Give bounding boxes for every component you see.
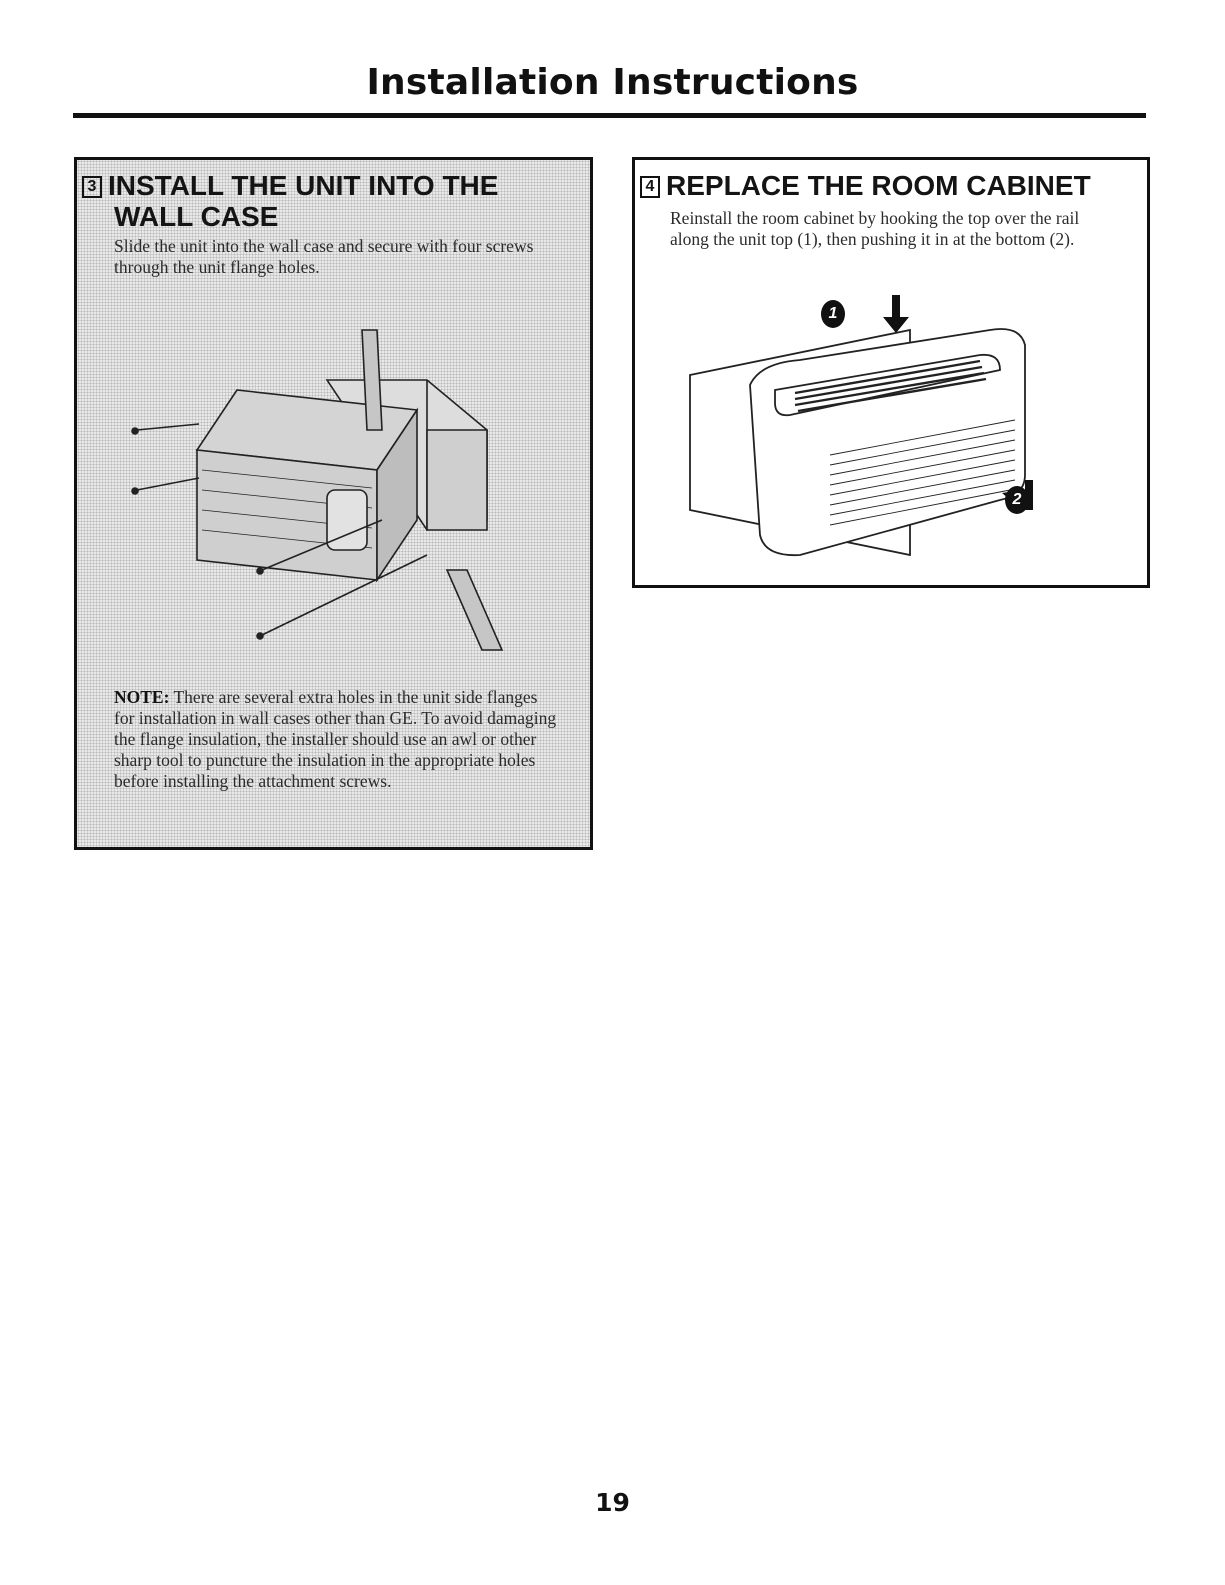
callout-2-label: 2 (1012, 491, 1022, 508)
title-rule (73, 113, 1146, 118)
arrow-down-icon (883, 295, 909, 333)
callout-1-label: 1 (828, 305, 838, 322)
step-3-note (114, 687, 559, 792)
step-3-number: 3 (82, 176, 102, 198)
step-4-panel (632, 157, 1150, 588)
step-4-instructions: Reinstall the room cabinet by hooking the top over the rail along the unit top (1), then pushing it in at the bottom (2). (670, 208, 1080, 249)
step-3-title-line1: INSTALL THE UNIT INTO THE (108, 170, 499, 201)
room-cabinet-illustration (680, 295, 1110, 565)
step-3-title-line2: WALL CASE (114, 201, 279, 232)
step-3-panel (74, 157, 593, 850)
step-3-note-text: There are several extra holes in the unit side flanges for installation in wall cases other than GE. To avoid damaging the flange insulation, the installer should use an awl or other sharp tool to puncture the insulation in the appropriate holes before installing the attachment screws. (114, 687, 557, 791)
step-4-heading (640, 170, 1091, 201)
step-3-instructions: Slide the unit into the wall case and secure with four screws through the unit flange holes. (114, 236, 534, 277)
step-3-note-label: NOTE: (114, 687, 170, 707)
unit-into-wall-case-illustration (127, 320, 527, 660)
step-4-title: REPLACE THE ROOM CABINET (666, 170, 1091, 201)
page-number: 19 (595, 1488, 630, 1517)
step-4-number: 4 (640, 176, 660, 198)
step-3-heading (82, 170, 498, 232)
callout-1-badge (821, 300, 845, 328)
callout-2-badge (1005, 486, 1029, 514)
page-title: Installation Instructions (366, 62, 859, 103)
